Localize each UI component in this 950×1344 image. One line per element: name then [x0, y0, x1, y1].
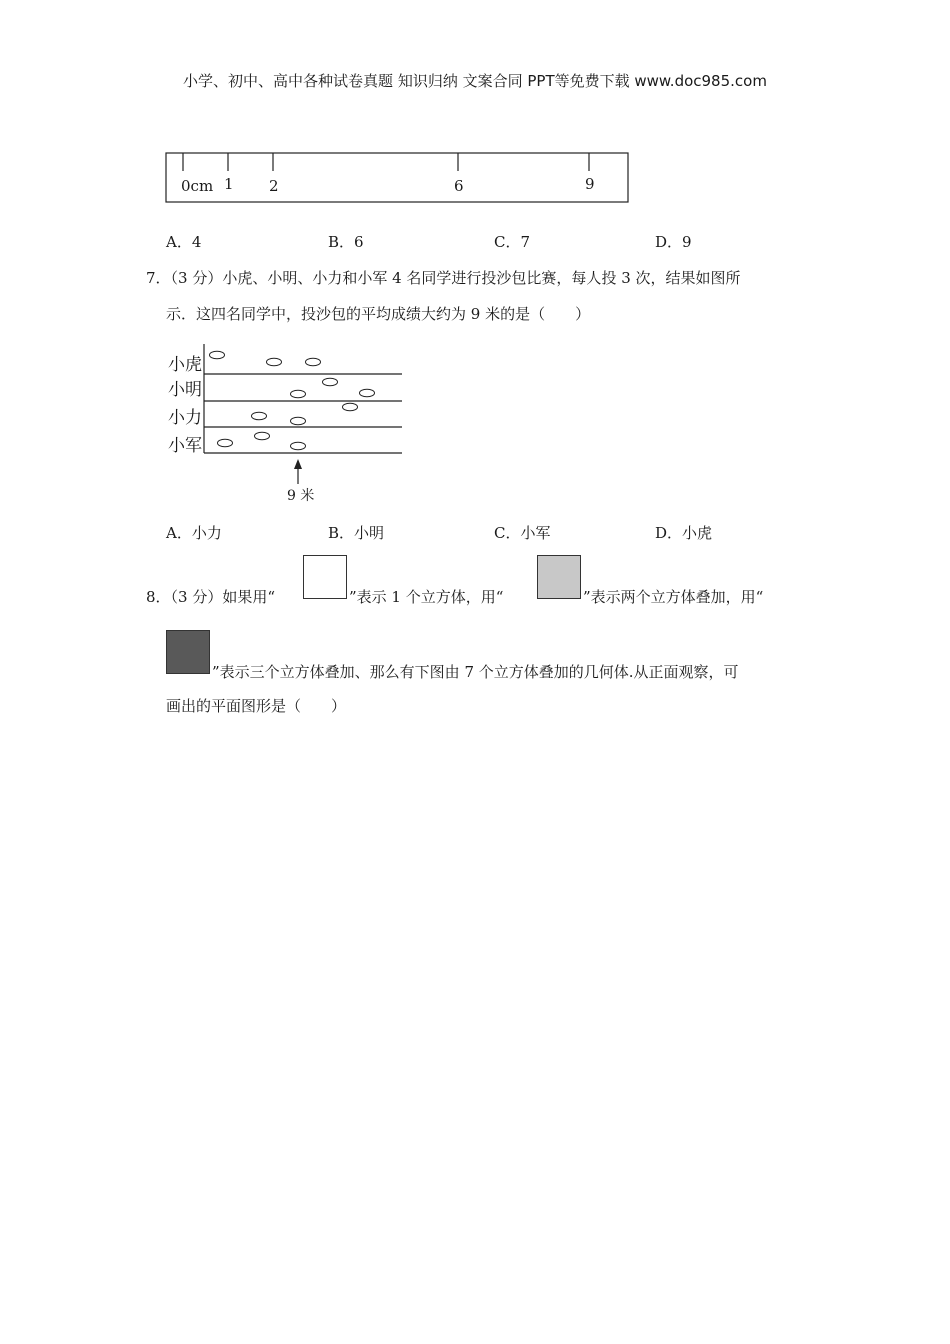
q7-option-d[interactable]: D．小虎	[655, 524, 713, 542]
ruler-label-6: 6	[454, 177, 464, 195]
name-xiaoli: 小力	[168, 408, 202, 428]
ruler-label-9: 9	[585, 175, 595, 193]
sandbag-mark	[291, 417, 306, 425]
q8-text-line3: 画出的平面图形是（ ）	[166, 697, 347, 715]
ruler-label-0: 0cm	[181, 177, 214, 195]
q7-option-c[interactable]: C．小军	[494, 524, 551, 542]
sandbag-mark	[360, 389, 375, 397]
name-xiaoming: 小明	[168, 380, 202, 400]
one-cube-square	[303, 555, 347, 599]
q6-option-d[interactable]: D．9	[655, 233, 692, 251]
sandbag-mark	[267, 358, 282, 366]
q8-text-a: 8．（3 分）如果用“	[146, 588, 276, 606]
q6-option-c[interactable]: C．7	[494, 233, 531, 251]
q8-text-c: ”表示两个立方体叠加，用“	[583, 588, 764, 606]
sandbag-figure	[0, 0, 950, 510]
sandbag-mark	[323, 378, 338, 386]
q6-option-a[interactable]: A．4	[166, 233, 202, 251]
sandbag-mark	[291, 442, 306, 450]
q7-option-b[interactable]: B．小明	[328, 524, 385, 542]
two-cube-square	[537, 555, 581, 599]
q7-option-a[interactable]: A．小力	[166, 524, 222, 542]
arrow-label: 9 米	[287, 488, 315, 504]
name-xiaohu: 小虎	[168, 355, 202, 375]
q7-text-line1: 7．（3 分）小虎、小明、小力和小军 4 名同学进行投沙包比赛，每人投 3 次，结果如图所	[146, 269, 741, 287]
q7-text-line2: 示．这四名同学中，投沙包的平均成绩大约为 9 米的是（ ）	[166, 305, 591, 323]
name-xiaojun: 小军	[168, 436, 202, 456]
ruler-label-2: 2	[269, 177, 279, 195]
sandbag-mark	[343, 403, 358, 411]
ruler-label-1: 1	[224, 175, 234, 193]
sandbag-mark	[252, 412, 267, 420]
q6-option-b[interactable]: B．6	[328, 233, 364, 251]
sandbag-mark	[306, 358, 321, 366]
sandbag-mark	[210, 351, 225, 359]
page-header: 小学、初中、高中各种试卷真题 知识归纳 文案合同 PPT等免费下载 www.doc985.com	[183, 72, 767, 90]
sandbag-mark	[291, 390, 306, 398]
q8-text-b: ”表示 1 个立方体，用“	[349, 588, 504, 606]
sandbag-mark	[255, 432, 270, 440]
three-cube-square	[166, 630, 210, 674]
sandbag-mark	[218, 439, 233, 447]
q8-text-line2: ”表示三个立方体叠加、那么有下图由 7 个立方体叠加的几何体.从正面观察，可	[212, 663, 739, 681]
